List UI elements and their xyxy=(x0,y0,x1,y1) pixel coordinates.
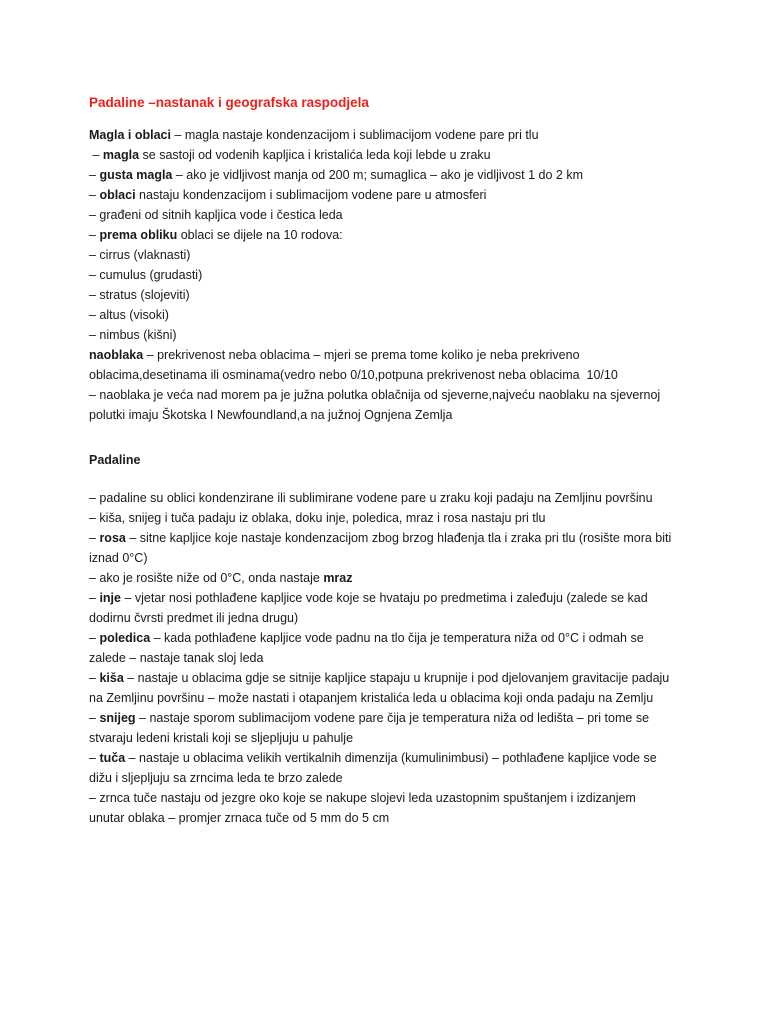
term: rosa xyxy=(99,531,126,545)
text-line: – snijeg – nastaje sporom sublimacijom vodene pare čija je temperatura niža od ledišta – pri tome se xyxy=(89,711,650,725)
section-fog-and-clouds xyxy=(89,125,689,425)
document-title: Padaline –nastanak i geografska raspodjela xyxy=(89,95,369,110)
text-line: zalede – nastaje tanak sloj leda xyxy=(89,651,264,665)
text-line: na Zemljinu površinu – može nastati i otapanjem kristalića leda u oblacima koji onda padaju na Zemlju xyxy=(89,691,654,705)
term: mraz xyxy=(323,571,353,585)
section-precipitation xyxy=(89,488,689,828)
term: inje xyxy=(99,591,121,605)
term: oblaci xyxy=(99,188,136,202)
term: magla xyxy=(102,148,140,162)
text-line: – magla se sastoji od vodenih kapljica i kristalića leda koji lebde u zraku xyxy=(89,148,491,162)
text-line: – oblaci nastaju kondenzacijom i sublimacijom vodene pare u atmosferi xyxy=(89,188,487,202)
text-line: – tuča – nastaje u oblacima velikih vertikalnih dimenzija (kumulinimbusi) – pothlađene kapljice vode se xyxy=(89,751,657,765)
text-line: – naoblaka je veća nad morem pa je južna polutka oblačnija od sjeverne,najveću naoblaku na sjevernoj xyxy=(89,388,661,402)
text-line: polutki imaju Škotska I Newfoundland,a na južnoj Ognjena Zemlja xyxy=(89,408,453,422)
term: tuča xyxy=(99,751,126,765)
text-line: – padaline su oblici kondenzirane ili sublimirane vodene pare u zraku koji padaju na Zemljinu površinu xyxy=(89,491,653,505)
term: prema obliku xyxy=(99,228,178,242)
text-line: Magla i oblaci – magla nastaje kondenzacijom i sublimacijom vodene pare pri tlu xyxy=(89,128,539,142)
text-line: – rosa – sitne kapljice koje nastaje kondenzacijom zbog brzog hlađenja tla i zraka pri tlu (rosište mora biti xyxy=(89,531,672,545)
text-line: stvaraju ledeni kristali koji se sljepljuju u pahulje xyxy=(89,731,354,745)
term: snijeg xyxy=(99,711,136,725)
list-item: – nimbus (kišni) xyxy=(89,328,177,342)
text-line: – kiša – nastaje u oblacima gdje se sitnije kapljice stapaju u krupnije i pod djelovanjem gravitacije padaju xyxy=(89,671,670,685)
term: poledica xyxy=(99,631,151,645)
list-item: – cumulus (grudasti) xyxy=(89,268,203,282)
text-line: – zrnca tuče nastaju od jezgre oko koje se nakupe slojevi leda uzastopnim spuštanjem i izdizanjem xyxy=(89,791,636,805)
term: kiša xyxy=(99,671,124,685)
text-line: – građeni od sitnih kapljica vode i čestica leda xyxy=(89,208,343,222)
term: Magla i oblaci xyxy=(89,128,171,142)
term: naoblaka xyxy=(89,348,144,362)
text-line: – kiša, snijeg i tuča padaju iz oblaka, doku inje, poledica, mraz i rosa nastaju pri tlu xyxy=(89,511,546,525)
text-line: – ako je rosište niže od 0°C, onda nastaje mraz xyxy=(89,571,353,585)
text-line: – prema obliku oblaci se dijele na 10 rodova: xyxy=(89,228,343,242)
list-item: – cirrus (vlaknasti) xyxy=(89,248,191,262)
text-line: – gusta magla – ako je vidljivost manja od 200 m; sumaglica – ako je vidljivost 1 do 2 km xyxy=(89,168,583,182)
text-line: naoblaka – prekrivenost neba oblacima – mjeri se prema tome koliko je neba prekriveno xyxy=(89,348,580,362)
document-page xyxy=(89,94,689,828)
term: gusta magla xyxy=(99,168,173,182)
text-line: unutar oblaka – promjer zrnaca tuče od 5 mm do 5 cm xyxy=(89,811,390,825)
text-line: – poledica – kada pothlađene kapljice vode padnu na tlo čija je temperatura niža od 0°C i odmah se xyxy=(89,631,644,645)
list-item: – altus (visoki) xyxy=(89,308,169,322)
list-item: – stratus (slojeviti) xyxy=(89,288,190,302)
text-line: oblacima,desetinama ili osminama(vedro nebo 0/10,potpuna prekrivenost neba oblacima 10/10 xyxy=(89,368,618,382)
text-line: – inje – vjetar nosi pothlađene kapljice vode koje se hvataju po predmetima i zaleđuju (zalede se kad xyxy=(89,591,648,605)
text-line: iznad 0°C) xyxy=(89,551,148,565)
text-line: dodirnu čvrsti predmet ili jedna drugu) xyxy=(89,611,299,625)
section-heading: Padaline xyxy=(89,453,141,467)
text-line: dižu i sljepljuju sa zrncima leda te brzo zalede xyxy=(89,771,343,785)
